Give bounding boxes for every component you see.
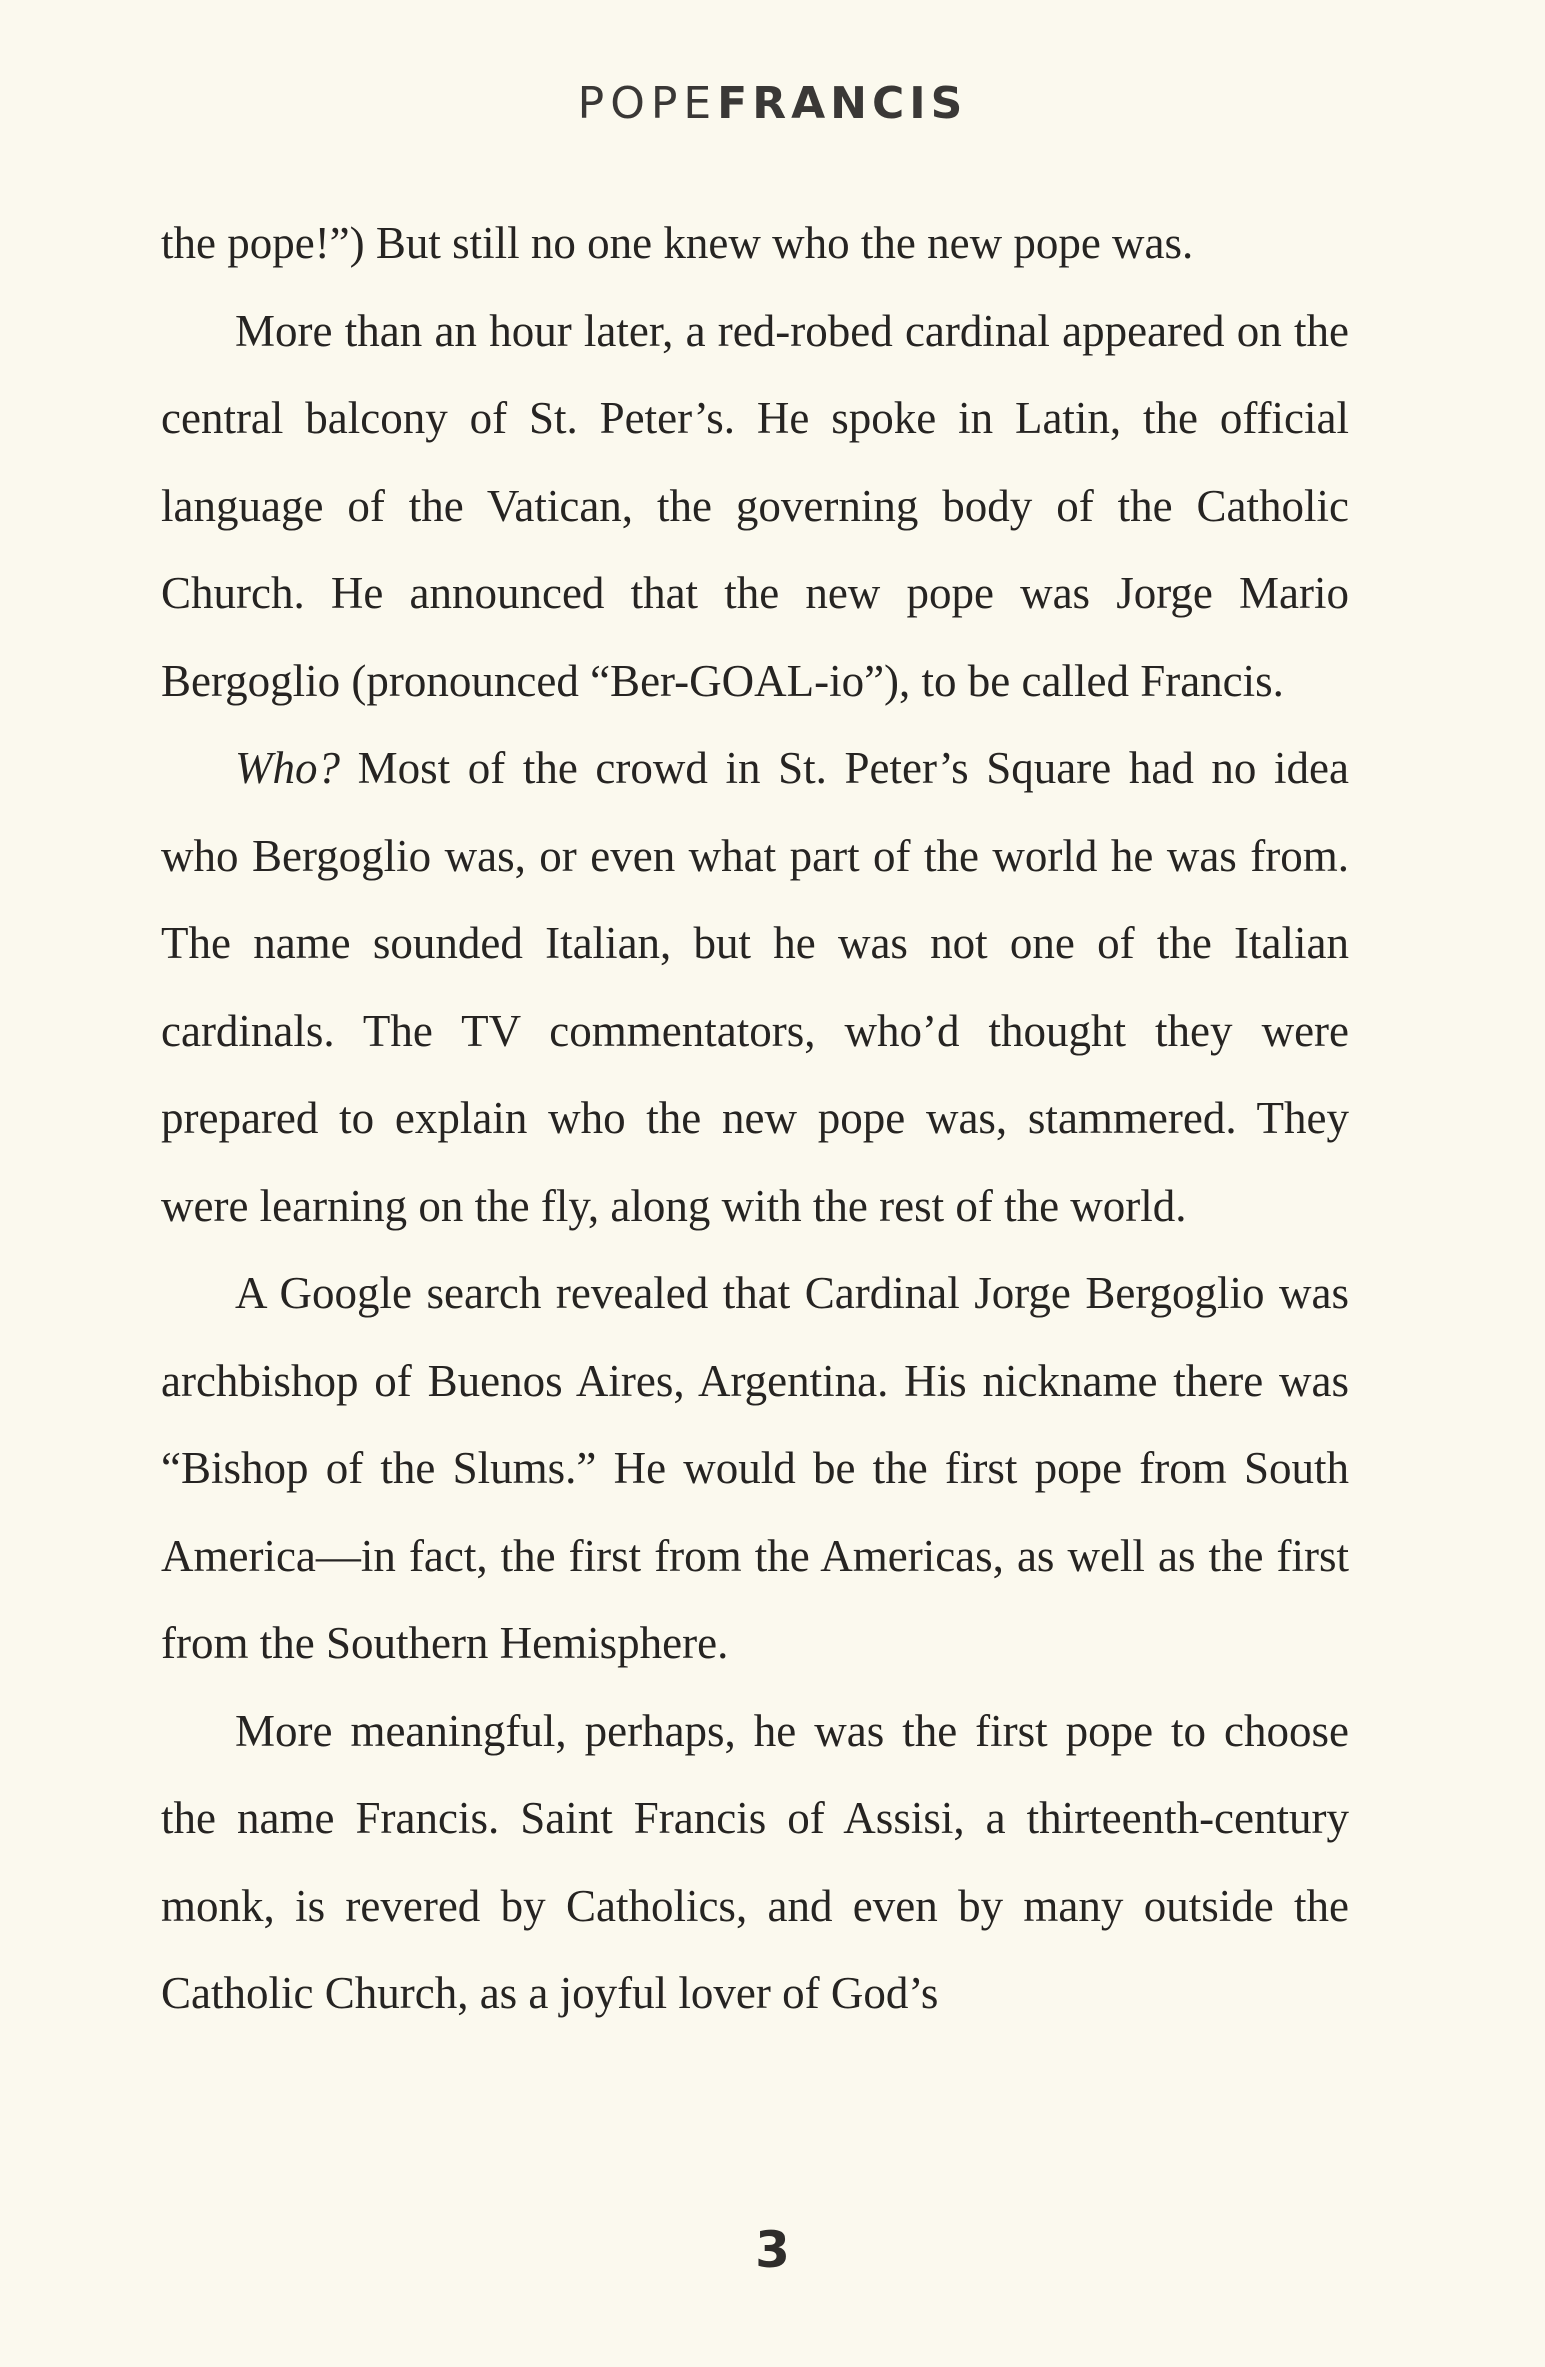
paragraph-announcement — [161, 288, 1349, 726]
paragraph-name-francis — [161, 1688, 1349, 2038]
italic-who: Who? — [235, 743, 340, 793]
running-head-francis: FRANCIS — [717, 78, 968, 129]
paragraph-who — [161, 725, 1349, 1250]
page-number: 3 — [755, 2221, 790, 2279]
paragraph-text: the pope!”) But still no one knew who the new pope was. — [161, 218, 1194, 268]
paragraph-continued — [161, 200, 1349, 288]
paragraph-google-search — [161, 1250, 1349, 1688]
paragraph-text: A Google search revealed that Cardinal Jorge Bergoglio was archbishop of Buenos Aires, Argentina. His nickname there was “Bishop of the Slums.” He would be the first pope from South America—in fact, the first from the Americas, as well as the first from the Southern Hemisphere. — [161, 1268, 1349, 1668]
paragraph-text: More than an hour later, a red-robed cardinal appeared on the central balcony of St. Peter’s. He spoke in Latin, the official language of the Vatican, the governing body of the Catholic Church. He announced that the new pope was Jorge Mario Bergoglio (pronounced “Ber-GOAL-io”), to be called Francis. — [161, 305, 1349, 706]
running-head-pope: POPE — [577, 78, 718, 129]
paragraph-text: Most of the crowd in St. Peter’s Square had no idea who Bergoglio was, or even what part of the world he was from. The name sounded Italian, but he was not one of the Italian cardinals. The TV commentators, who’d thought they were prepared to explain who the new pope was, stammered. They were learning on the fly, along with the rest of the world. — [161, 743, 1349, 1231]
paragraph-text: More meaningful, perhaps, he was the first pope to choose the name Francis. Saint Francis of Assisi, a thirteenth-century monk, is revered by Catholics, and even by many outside the Catholic Church, as a joyful lover of God’s — [161, 1705, 1349, 2018]
running-head — [0, 76, 1545, 132]
body-text — [161, 200, 1349, 2038]
